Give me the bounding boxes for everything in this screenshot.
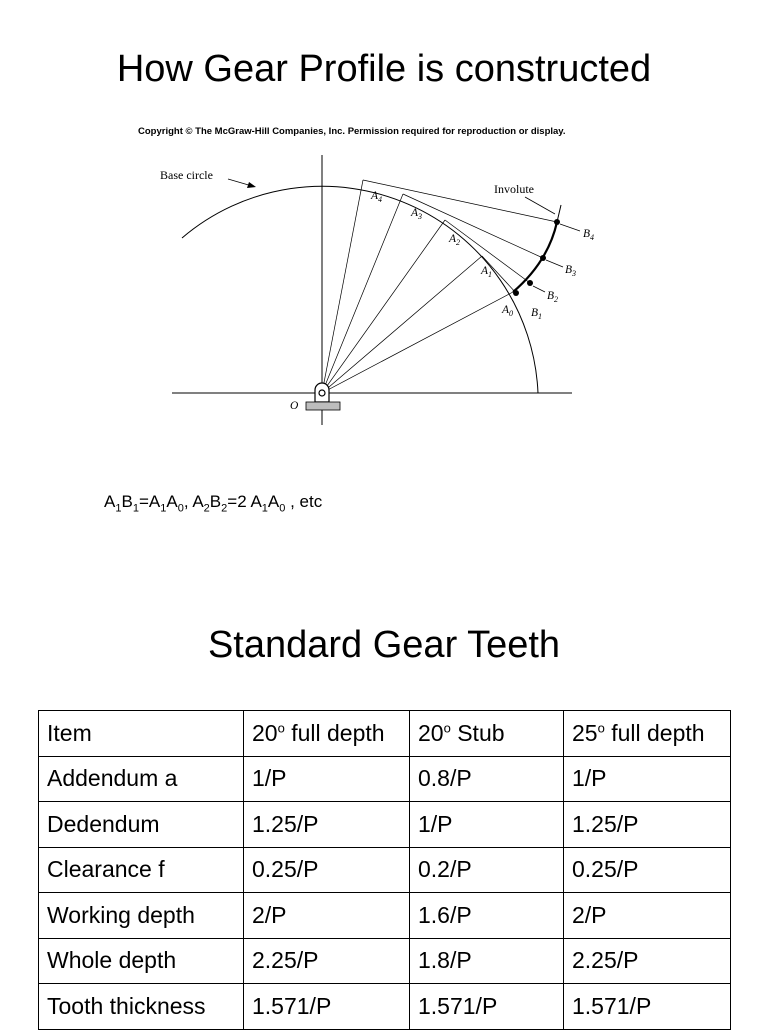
label-a2: $A_2$ <box>449 233 461 247</box>
table-cell: 0.8/P <box>410 756 564 802</box>
table-cell: 1.8/P <box>410 938 564 984</box>
table-cell: 2/P <box>564 893 731 939</box>
table-row <box>39 847 731 893</box>
header-cell-20-stub: 20$^o$ Stub <box>410 711 564 757</box>
involute-label: Involute <box>494 182 534 196</box>
table-cell: 1.25/P <box>244 802 410 848</box>
table-row <box>39 938 731 984</box>
table-cell: Whole depth <box>39 938 244 984</box>
base-circle-arc <box>182 186 538 393</box>
label-a0: $A_0$ <box>502 304 514 318</box>
table-cell: 2.25/P <box>244 938 410 984</box>
table-row <box>39 802 731 848</box>
table-row <box>39 756 731 802</box>
table-cell: Dedendum <box>39 802 244 848</box>
table-cell: 0.2/P <box>410 847 564 893</box>
label-b2: $B_2$ <box>547 290 559 304</box>
table-cell: Addendum a <box>39 756 244 802</box>
arrow-head-icon <box>247 182 256 188</box>
base-circle-label: Base circle <box>160 168 213 182</box>
origin-label: O <box>290 400 299 412</box>
gear-teeth-table <box>38 710 731 1030</box>
involute-curve <box>513 222 557 292</box>
table-cell: Working depth <box>39 893 244 939</box>
header-cell-25-full: 25$^o$ full depth <box>564 711 731 757</box>
label-b1: $B_1$ <box>531 307 543 321</box>
table-cell: 1.6/P <box>410 893 564 939</box>
table-cell: 1/P <box>564 756 731 802</box>
table-cell: Clearance f <box>39 847 244 893</box>
table-cell: 1.571/P <box>410 984 564 1030</box>
header-cell-20-full: 20$^o$ full depth <box>244 711 410 757</box>
table-cell: Tooth thickness <box>39 984 244 1030</box>
table-cell: 1.25/P <box>564 802 731 848</box>
table-cell: 1/P <box>410 802 564 848</box>
involute-leader <box>525 197 555 214</box>
label-a3: $A_3$ <box>411 207 423 221</box>
pin-support-icon <box>306 383 340 410</box>
table-cell: 2/P <box>244 893 410 939</box>
table-header-row <box>39 711 731 757</box>
page-title: How Gear Profile is constructed <box>116 48 652 90</box>
label-a4: $A_4$ <box>371 190 383 204</box>
copyright-notice: Copyright © The McGraw-Hill Companies, Inc. Permission required for reproduction or display. <box>138 126 566 137</box>
table-cell: 1/P <box>244 756 410 802</box>
table-cell: 0.25/P <box>244 847 410 893</box>
involute-diagram <box>0 140 768 440</box>
table-cell: 1.571/P <box>244 984 410 1030</box>
table-row <box>39 893 731 939</box>
section-title: Standard Gear Teeth <box>207 624 561 666</box>
label-a1: $A_1$ <box>481 265 493 279</box>
involute-equation: $A_1B_1=A_1A_0$, $A_2B_2=2$ $A_1A_0$ , etc <box>104 492 323 515</box>
table-row <box>39 984 731 1030</box>
table-cell: 2.25/P <box>564 938 731 984</box>
label-b3: $B_3$ <box>565 264 577 278</box>
header-cell-item: Item <box>39 711 244 757</box>
table-cell: 1.571/P <box>564 984 731 1030</box>
table-cell: 0.25/P <box>564 847 731 893</box>
label-b4: $B_4$ <box>583 228 595 242</box>
